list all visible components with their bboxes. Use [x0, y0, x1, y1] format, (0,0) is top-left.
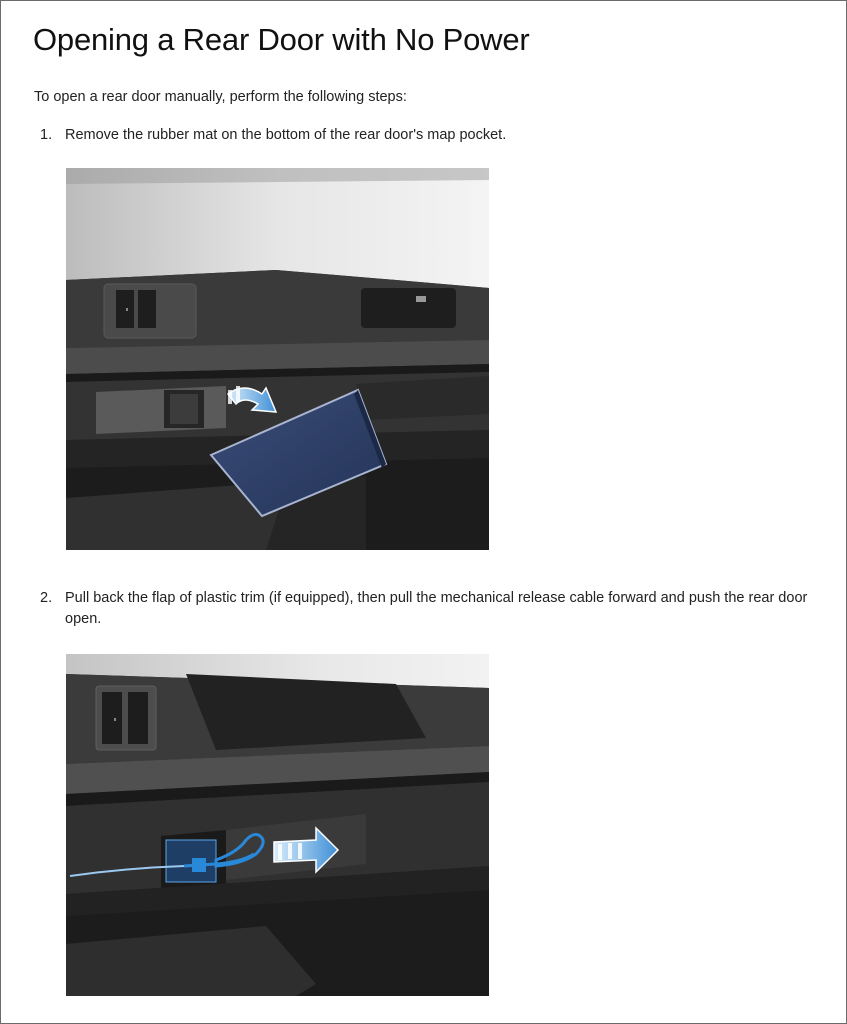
page-title: Opening a Rear Door with No Power — [33, 22, 530, 57]
step-2-number: 2. — [40, 590, 53, 606]
intro-text: To open a rear door manually, perform the following steps: — [34, 89, 407, 105]
rubber-mat-removal-illustration — [66, 168, 489, 550]
step-1-text: Remove the rubber mat on the bottom of the rear door's map pocket. — [65, 127, 507, 143]
step-2-text: Pull back the flap of plastic trim (if equipped), then pull the mechanical release cable forward and push the rear door open. — [65, 590, 808, 627]
release-cable-pull-illustration — [66, 654, 489, 996]
step-1-number: 1. — [40, 127, 53, 143]
